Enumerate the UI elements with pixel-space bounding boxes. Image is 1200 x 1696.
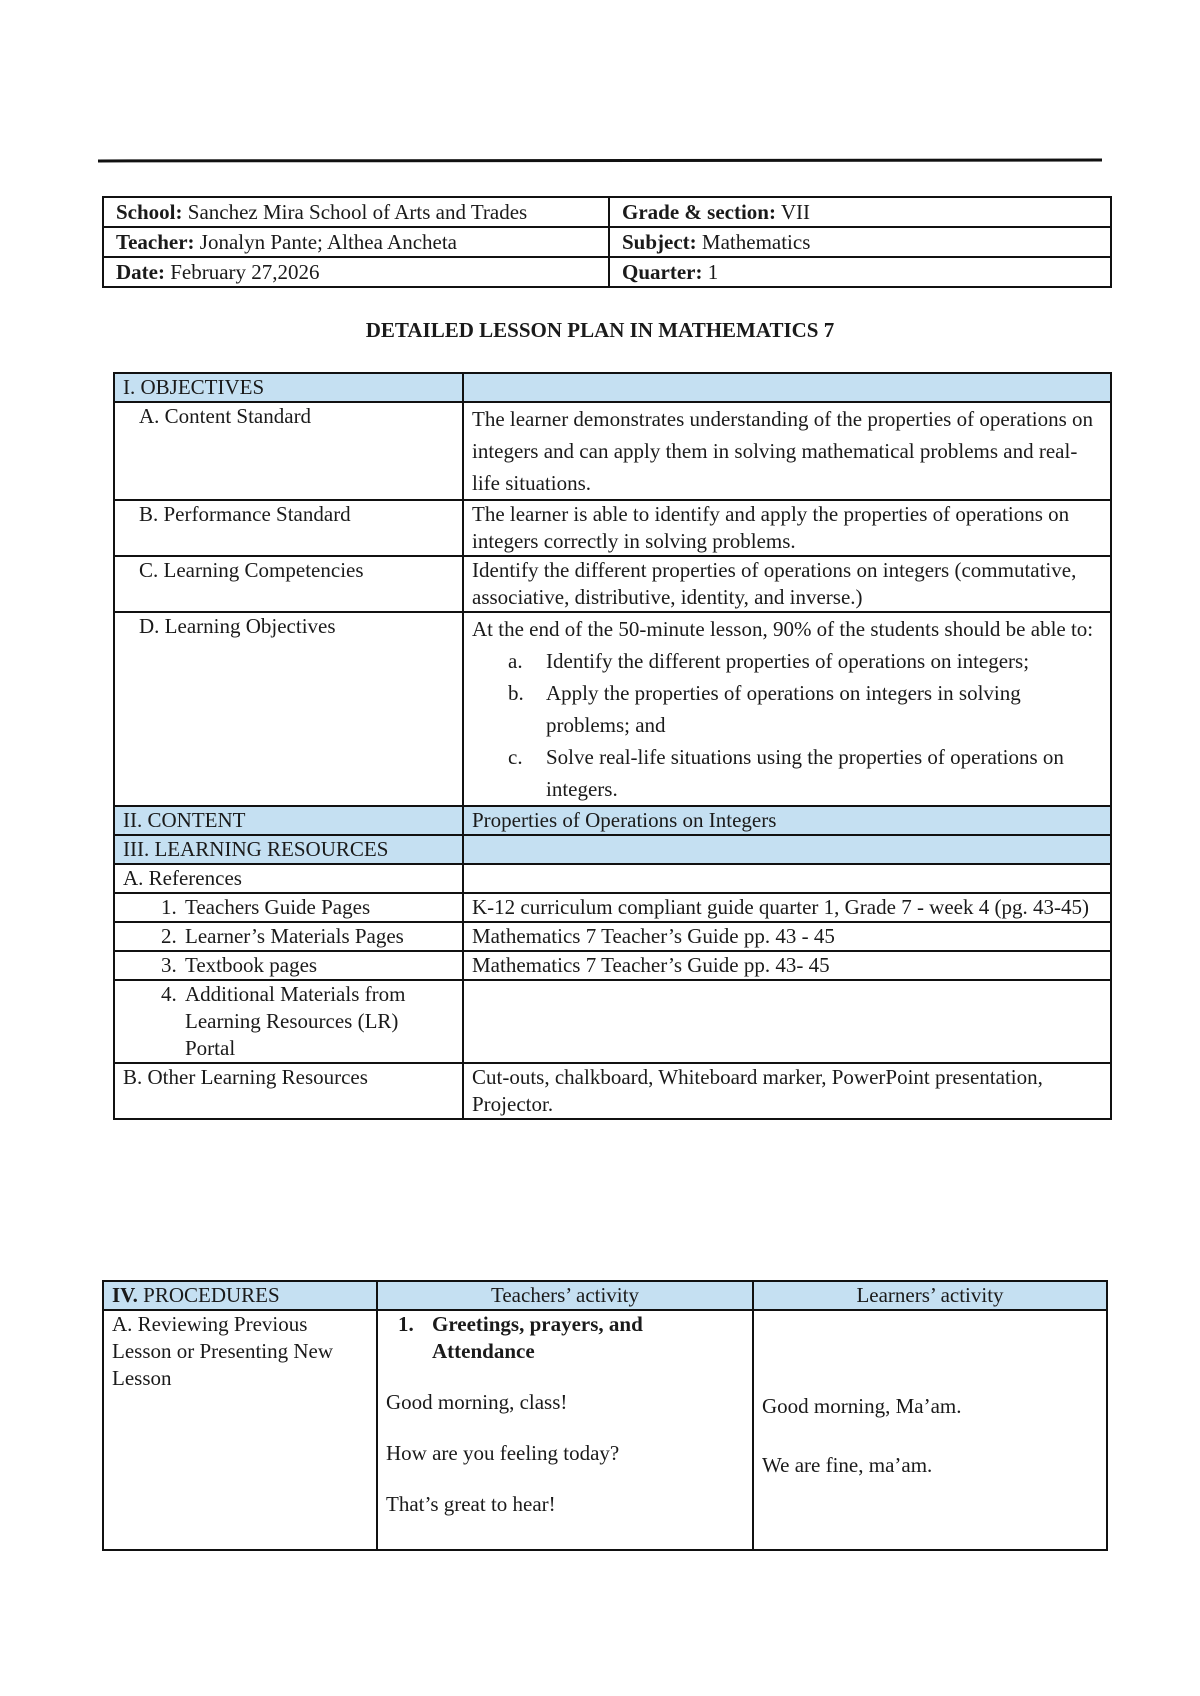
resource-label-3: 3. Textbook pages bbox=[114, 951, 463, 980]
content-standard-value: The learner demonstrates understanding of the properties of operations on integers and can apply them in solving mathematical problems and real-life situations. bbox=[463, 402, 1111, 500]
content-value: Properties of Operations on Integers bbox=[463, 806, 1111, 835]
learning-objectives-label: D. Learning Objectives bbox=[114, 612, 463, 806]
date-cell: Date: February 27,2026 bbox=[103, 257, 609, 287]
procedures-table bbox=[102, 1280, 1108, 1551]
resource-value-2: Mathematics 7 Teacher’s Guide pp. 43 - 45 bbox=[463, 922, 1111, 951]
resource-label-1: 1. Teachers Guide Pages bbox=[114, 893, 463, 922]
learner-activity-cell: Good morning, Ma’am. We are fine, ma’am. bbox=[753, 1310, 1107, 1550]
other-resources-label: B. Other Learning Resources bbox=[114, 1063, 463, 1119]
quarter-cell: Quarter: 1 bbox=[609, 257, 1111, 287]
procedures-heading: IV. PROCEDURES bbox=[103, 1281, 377, 1310]
grade-cell: Grade & section: VII bbox=[609, 197, 1111, 227]
resources-heading: III. LEARNING RESOURCES bbox=[114, 835, 463, 864]
step-title: 1. Greetings, prayers, and Attendance bbox=[398, 1312, 643, 1363]
school-cell: School: Sanchez Mira School of Arts and Trades bbox=[103, 197, 609, 227]
performance-standard-value: The learner is able to identify and apply the properties of operations on integers correctly in solving problems. bbox=[463, 500, 1111, 556]
resource-label-4: 4. Additional Materials from Learning Resources (LR) Portal bbox=[114, 980, 463, 1063]
competencies-value: Identify the different properties of operations on integers (commutative, associative, distributive, identity, and inverse.) bbox=[463, 556, 1111, 612]
learning-objectives-value: At the end of the 50-minute lesson, 90% of the students should be able to: a. Identify the different properties of operations on integers; b. Apply the properties of operations on integers in solving problems; and c. Solve real-life situations using the properties of operations on integers. bbox=[463, 612, 1111, 806]
content-standard-label: A. Content Standard bbox=[114, 402, 463, 500]
objectives-list bbox=[472, 645, 1102, 805]
teacher-cell: Teacher: Jonalyn Pante; Althea Ancheta bbox=[103, 227, 609, 257]
references-label: A. References bbox=[114, 864, 463, 893]
list-item: b. Apply the properties of operations on integers in solving problems; and bbox=[508, 681, 1021, 737]
performance-standard-label: B. Performance Standard bbox=[114, 500, 463, 556]
learner-activity-header: Learners’ activity bbox=[753, 1281, 1107, 1310]
teacher-activity-header: Teachers’ activity bbox=[377, 1281, 753, 1310]
content-heading: II. CONTENT bbox=[114, 806, 463, 835]
header-rule bbox=[98, 159, 1102, 163]
list-item: c. Solve real-life situations using the properties of operations on integers. bbox=[508, 745, 1064, 801]
teacher-activity-cell: 1. Greetings, prayers, and Attendance Good morning, class! How are you feeling today? That’s great to hear! bbox=[377, 1310, 753, 1550]
list-item: a. Identify the different properties of operations on integers; bbox=[508, 649, 1030, 673]
step-label: A. Reviewing Previous Lesson or Presenting New Lesson bbox=[103, 1310, 377, 1550]
competencies-label: C. Learning Competencies bbox=[114, 556, 463, 612]
resource-value-4 bbox=[463, 980, 1111, 1063]
resource-value-1: K-12 curriculum compliant guide quarter 1, Grade 7 - week 4 (pg. 43-45) bbox=[463, 893, 1111, 922]
school-info-table bbox=[102, 196, 1112, 288]
lesson-plan-table bbox=[113, 372, 1112, 1120]
page-title: DETAILED LESSON PLAN IN MATHEMATICS 7 bbox=[365, 318, 835, 342]
subject-cell: Subject: Mathematics bbox=[609, 227, 1111, 257]
other-resources-value: Cut-outs, chalkboard, Whiteboard marker, PowerPoint presentation, Projector. bbox=[463, 1063, 1111, 1119]
resource-label-2: 2. Learner’s Materials Pages bbox=[114, 922, 463, 951]
objectives-heading: I. OBJECTIVES bbox=[114, 373, 463, 402]
resource-value-3: Mathematics 7 Teacher’s Guide pp. 43- 45 bbox=[463, 951, 1111, 980]
